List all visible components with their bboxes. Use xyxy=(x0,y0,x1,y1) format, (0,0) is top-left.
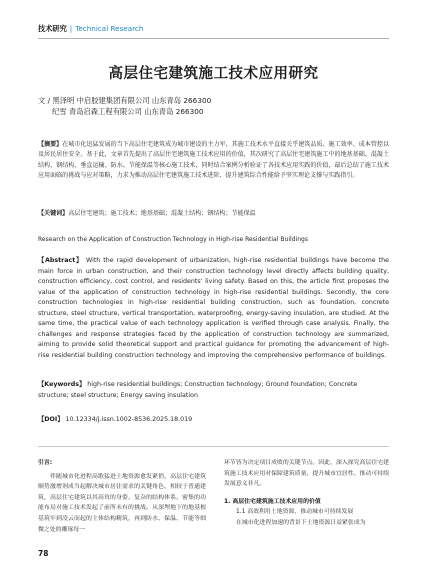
running-header xyxy=(38,24,143,33)
english-title: Research on the Application of Construction Technology in High-rise Residential Buildings xyxy=(38,236,309,243)
keywords-cn xyxy=(38,209,389,219)
abstract-en xyxy=(38,256,389,361)
section-divider xyxy=(38,446,389,447)
abstract-en-label: 【Abstract】 xyxy=(38,257,83,264)
section-label-en: Technical Research xyxy=(75,24,144,33)
intro-paragraph-continued: 环节皆为决定项目成败的关键节点。因此，深入探究高层住宅建筑施工技术应用对保障建筑质量、提升城市宜居性、推动可持续发展意义非凡。 xyxy=(224,460,389,488)
header-separator: | xyxy=(69,24,73,33)
doi-line xyxy=(38,415,389,425)
doi-label: 【DOI】 xyxy=(38,416,64,423)
keywords-en xyxy=(38,380,389,401)
keywords-cn-text: 高层住宅建筑；施工技术；地基基础；混凝土结构；钢结构；节能保温 xyxy=(68,210,256,217)
subsection-1-1-heading: 1.1 高效利用土地资源，推动城市可持续发展 xyxy=(236,509,354,516)
body-column-left xyxy=(38,458,206,535)
article-title: 高层住宅建筑施工技术应用研究 xyxy=(108,66,319,82)
section-1-heading: 1. 高层住宅建筑施工技术应用的价值 xyxy=(224,498,321,505)
abstract-en-text: With the rapid development of urbanization, high-rise residential buildings have become the main force in urban construction, and their construction technology level directly affects building quality, construction efficiency, cost control, and residents' living safety. Based on this, the article first proposes the value of the application of construction technology in high-rise residential buildings. Secondly, the core construction technologies in high-rise residential building construction, such as foundation, concrete structure, steel structure, vertical transportation, waterproofing, energy-saving insulation, are studied. At the same time, the practical value of each technology application is verified through case analysis. Finally, the challenges and response strategies faced by the application of construction technology are summarized, aiming to provide solid theoretical support and practical guidance for promoting the advancement of high-rise residential building construction technology and improving the comprehensive performance of buildings. xyxy=(38,257,389,359)
subsection-1-1-text: 在城市化进程加速的背景下土地资源日益紧张成为 xyxy=(236,519,366,526)
author-line-2: 纪雪 青岛启森工程有限公司 山东青岛 266300 xyxy=(52,106,204,116)
header-rule xyxy=(38,38,389,39)
section-label-cn: 技术研究 xyxy=(38,24,67,33)
abstract-cn-text: 在城市化迅猛发展的当下高层住宅建筑成为城市建设的主力军，其施工技术水平直接关乎建筑品质、施工效率、成本管控以及居民居住安全。基于此，文章首先提出了高层住宅建筑施工技术应用的价值，其次研究了高层住宅建筑施工中的地基基础、混凝土结构、钢结构、垂直运输、防水、节能保温等核心施工技术，同时结合案例分析验证了各技术应用实践的价值，最后总结了施工技术应用面临的挑战与应对策略，力求为推动高层住宅建筑施工技术进阶、提升建筑综合性能给予坚实理论支撑与实践指引。 xyxy=(38,141,390,180)
keywords-en-text: high-rise residential buildings; Construction technology; Ground foundation; Concrete structure; steel structure; Energy saving insulation xyxy=(38,381,358,399)
page-number: 78 xyxy=(38,549,49,558)
doi-value[interactable]: 10.12334/j.issn.1002-8536.2025.18.019 xyxy=(65,416,193,423)
keywords-cn-label: 【关键词】 xyxy=(38,210,69,217)
abstract-cn xyxy=(38,140,389,182)
body-column-right xyxy=(224,458,389,529)
intro-paragraph: 伴随城市化进程高歌猛进土地资源愈发紧俏，高层住宅建筑顺势激增剂成当起解决城市居住需求的关键角色。相较于普通建筑，高层住宅建筑以其高耸的身姿、复杂的结构体系、密集的功能布局对施工技术发起了前所未有的挑战。从深埋地下的地基根基筑牢到凌云而起的主体结构精筑，再到防水、保温、节能等细微之处的雕琢每一 xyxy=(38,473,206,533)
author-line-1: 文 / 黑泽明 中启胶建集团有限公司 山东青岛 266300 xyxy=(38,96,212,105)
keywords-en-label: 【Keywords】 xyxy=(38,381,86,388)
intro-heading: 引言: xyxy=(38,460,53,466)
abstract-cn-label: 【摘要】 xyxy=(38,141,63,148)
author-block xyxy=(38,96,211,117)
